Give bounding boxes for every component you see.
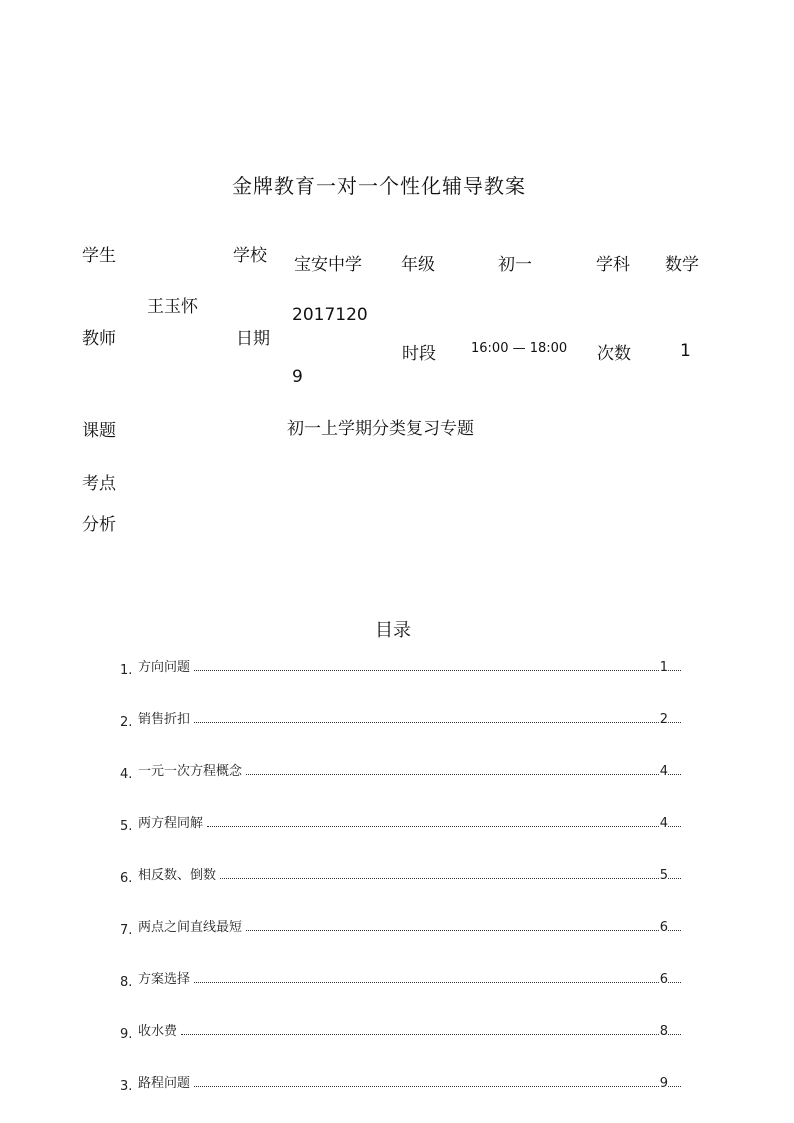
- toc-entry-label: 一元一次方程概念: [138, 764, 243, 779]
- toc-title: 目录: [375, 620, 411, 641]
- toc-entry-page: 6: [659, 920, 668, 935]
- analysis-label-line2: 分析: [82, 515, 116, 535]
- toc-entry-label: 方向问题: [138, 660, 191, 675]
- session-label: 次数: [597, 344, 631, 364]
- toc-entry-page: 9: [659, 1076, 668, 1091]
- document-title: 金牌教育一对一个性化辅导教案: [232, 174, 526, 198]
- toc-entry-label: 方案选择: [138, 972, 191, 987]
- period-value: 16:00 — 18:00: [471, 341, 568, 356]
- toc-entry[interactable]: [120, 1071, 681, 1094]
- toc-entry-label: 两方程同解: [138, 816, 204, 831]
- toc-entry-page: 1: [659, 660, 668, 675]
- toc-entry-label: 销售折扣: [138, 712, 191, 727]
- toc-leader-dots: [181, 1033, 659, 1035]
- toc-entry-number: 1.: [120, 663, 133, 678]
- toc-trailing-dots: [668, 669, 681, 671]
- toc-entry[interactable]: [120, 759, 681, 782]
- toc-entry-number: 4.: [120, 767, 133, 782]
- grade-label: 年级: [401, 255, 435, 275]
- toc-entry-page: 5: [659, 868, 668, 883]
- toc-entry-number: 5.: [120, 819, 133, 834]
- toc-entry-number: 6.: [120, 871, 133, 886]
- toc-leader-dots: [246, 773, 659, 775]
- toc-entry-label: 收水费: [138, 1024, 178, 1039]
- topic-value: 初一上学期分类复习专题: [287, 419, 474, 439]
- toc-entry[interactable]: [120, 707, 681, 730]
- toc-entry-page: 6: [659, 972, 668, 987]
- toc-entry-number: 9.: [120, 1027, 133, 1042]
- subject-value: 数学: [665, 255, 699, 275]
- teacher-label: 教师: [82, 329, 116, 349]
- toc-entry-number: 2.: [120, 715, 133, 730]
- toc-entry-page: 4: [659, 816, 668, 831]
- toc-trailing-dots: [668, 1085, 681, 1087]
- analysis-label-line1: 考点: [82, 474, 116, 494]
- school-value: 宝安中学: [294, 255, 362, 275]
- toc-entry-label: 两点之间直线最短: [138, 920, 243, 935]
- subject-label: 学科: [596, 255, 630, 275]
- toc-entry-number: 7.: [120, 923, 133, 938]
- toc-entry[interactable]: [120, 863, 681, 886]
- toc-leader-dots: [220, 877, 659, 879]
- toc-entry-page: 8: [659, 1024, 668, 1039]
- toc-trailing-dots: [668, 1033, 681, 1035]
- school-label: 学校: [233, 246, 267, 266]
- topic-label: 课题: [82, 421, 116, 441]
- grade-value: 初一: [498, 255, 532, 275]
- toc-trailing-dots: [668, 721, 681, 723]
- toc-leader-dots: [194, 981, 659, 983]
- toc-entry[interactable]: [120, 1019, 681, 1042]
- toc-trailing-dots: [668, 773, 681, 775]
- toc-leader-dots: [207, 825, 659, 827]
- toc-leader-dots: [194, 669, 659, 671]
- toc-entry-label: 路程问题: [138, 1076, 191, 1091]
- student-label: 学生: [82, 246, 116, 266]
- toc-leader-dots: [194, 721, 659, 723]
- toc-entry[interactable]: [120, 811, 681, 834]
- toc-leader-dots: [246, 929, 659, 931]
- period-label: 时段: [402, 344, 436, 364]
- toc-trailing-dots: [668, 825, 681, 827]
- toc-entry-page: 4: [659, 764, 668, 779]
- toc-entry[interactable]: [120, 915, 681, 938]
- session-value: 1: [680, 341, 691, 361]
- toc-entry[interactable]: [120, 967, 681, 990]
- toc-entry-number: 3.: [120, 1079, 133, 1094]
- date-value-line1: 2017120: [292, 305, 368, 325]
- toc-leader-dots: [194, 1085, 659, 1087]
- toc-trailing-dots: [668, 981, 681, 983]
- date-value-line2: 9: [292, 367, 303, 387]
- toc-trailing-dots: [668, 877, 681, 879]
- toc-entry-page: 2: [659, 712, 668, 727]
- teacher-value: 王玉怀: [147, 297, 198, 317]
- date-label: 日期: [236, 329, 270, 349]
- toc-entry-number: 8.: [120, 975, 133, 990]
- toc-trailing-dots: [668, 929, 681, 931]
- toc-entry-label: 相反数、倒数: [138, 868, 217, 883]
- toc-entry[interactable]: [120, 655, 681, 678]
